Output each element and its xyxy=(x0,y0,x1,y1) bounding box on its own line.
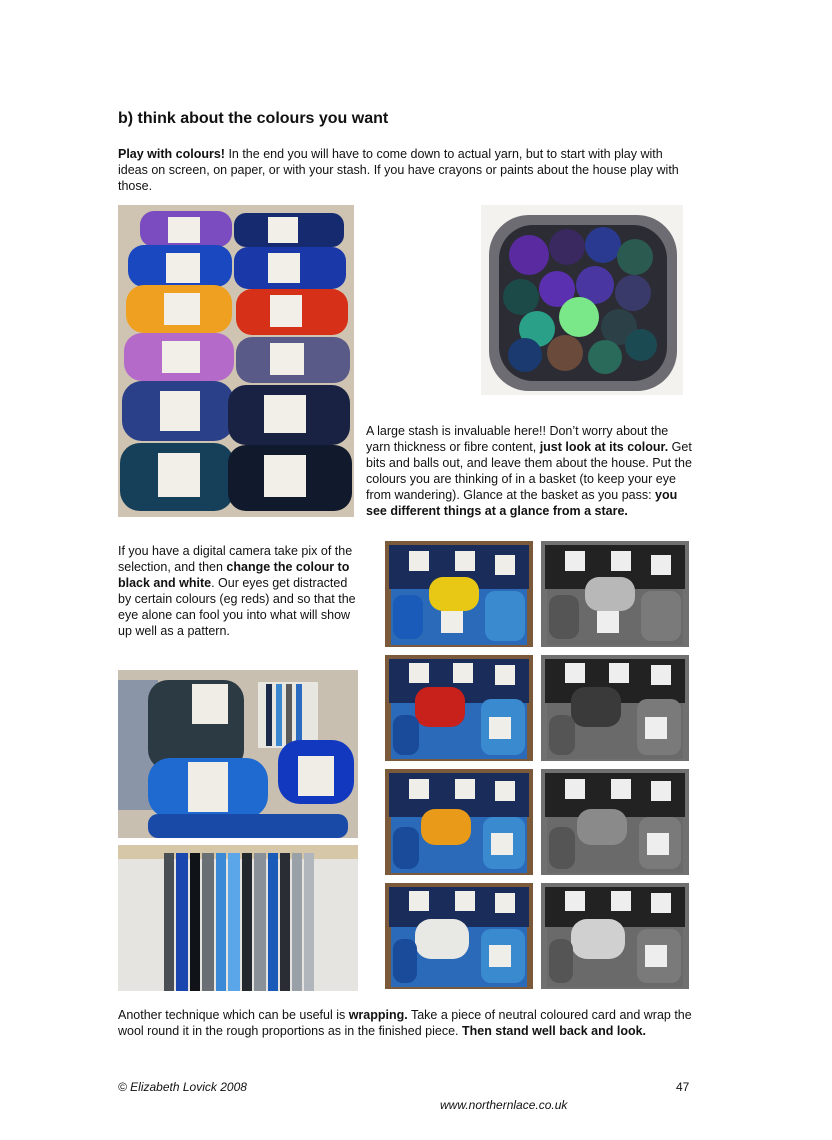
footer-website: www.northernlace.co.uk xyxy=(440,1098,568,1112)
wrapping-paragraph xyxy=(118,1007,696,1039)
camera-paragraph xyxy=(118,543,363,639)
bw-photo-4 xyxy=(541,883,689,989)
wrapping-card-photo xyxy=(118,845,358,991)
camera-text-2: . Our eyes get distracted by certain colours (eg reds) and so that the eye alone can fool you into what will show up well as a pattern. xyxy=(118,576,356,638)
colour-photo-white xyxy=(385,883,533,989)
camera-text-1: If you have a digital camera take pix of the selection, and then xyxy=(118,544,353,574)
page-number: 47 xyxy=(676,1080,690,1094)
intro-lead: Play with colours! xyxy=(118,147,225,161)
stash-paragraph xyxy=(366,423,696,519)
yarn-stash-photo xyxy=(118,205,354,517)
colour-photo-red xyxy=(385,655,533,761)
section-heading xyxy=(118,110,388,128)
bw-photo-3 xyxy=(541,769,689,875)
wrapping-bold-2: Then stand well back and look. xyxy=(461,1024,647,1038)
intro-text: In the end you will have to come down to actual yarn, but to start with play with ideas on screen, on paper, or with your stash. If you have crayons or paints about the house play with those. xyxy=(118,147,679,193)
yarn-basket-photo xyxy=(481,205,683,395)
page-title: b) think about the colours you want xyxy=(118,110,389,127)
camera-bold-1: change the colour to black and white xyxy=(118,560,350,590)
bw-photo-1 xyxy=(541,541,689,647)
wrapping-text-1: Another technique which can be useful is xyxy=(118,1008,349,1022)
footer-copyright: © Elizabeth Lovick 2008 xyxy=(118,1080,247,1094)
wrapping-text-2: Take a piece of neutral coloured card and wrap the wool round it in the rough proportions as in the finished piece. xyxy=(118,1008,692,1038)
stash-bold-2: you see different things at a glance from a stare. xyxy=(366,488,678,518)
colour-photo-orange xyxy=(385,769,533,875)
intro-paragraph xyxy=(118,146,696,194)
stash-text-2: Get bits and balls out, and leave them about the house. Put the colours you are thinking of in a basket (to keep your eye from wandering). Glance at the basket as you pass: xyxy=(366,440,692,502)
stash-bold-1: just look at its colour. xyxy=(539,440,669,454)
stash-text-1: A large stash is invaluable here!! Don’t worry about the yarn thickness or fibre content, xyxy=(366,424,669,454)
bw-photo-2 xyxy=(541,655,689,761)
colour-photo-yellow xyxy=(385,541,533,647)
blue-yarn-card-photo xyxy=(118,670,358,838)
wrapping-bold-1: wrapping. xyxy=(348,1008,408,1022)
